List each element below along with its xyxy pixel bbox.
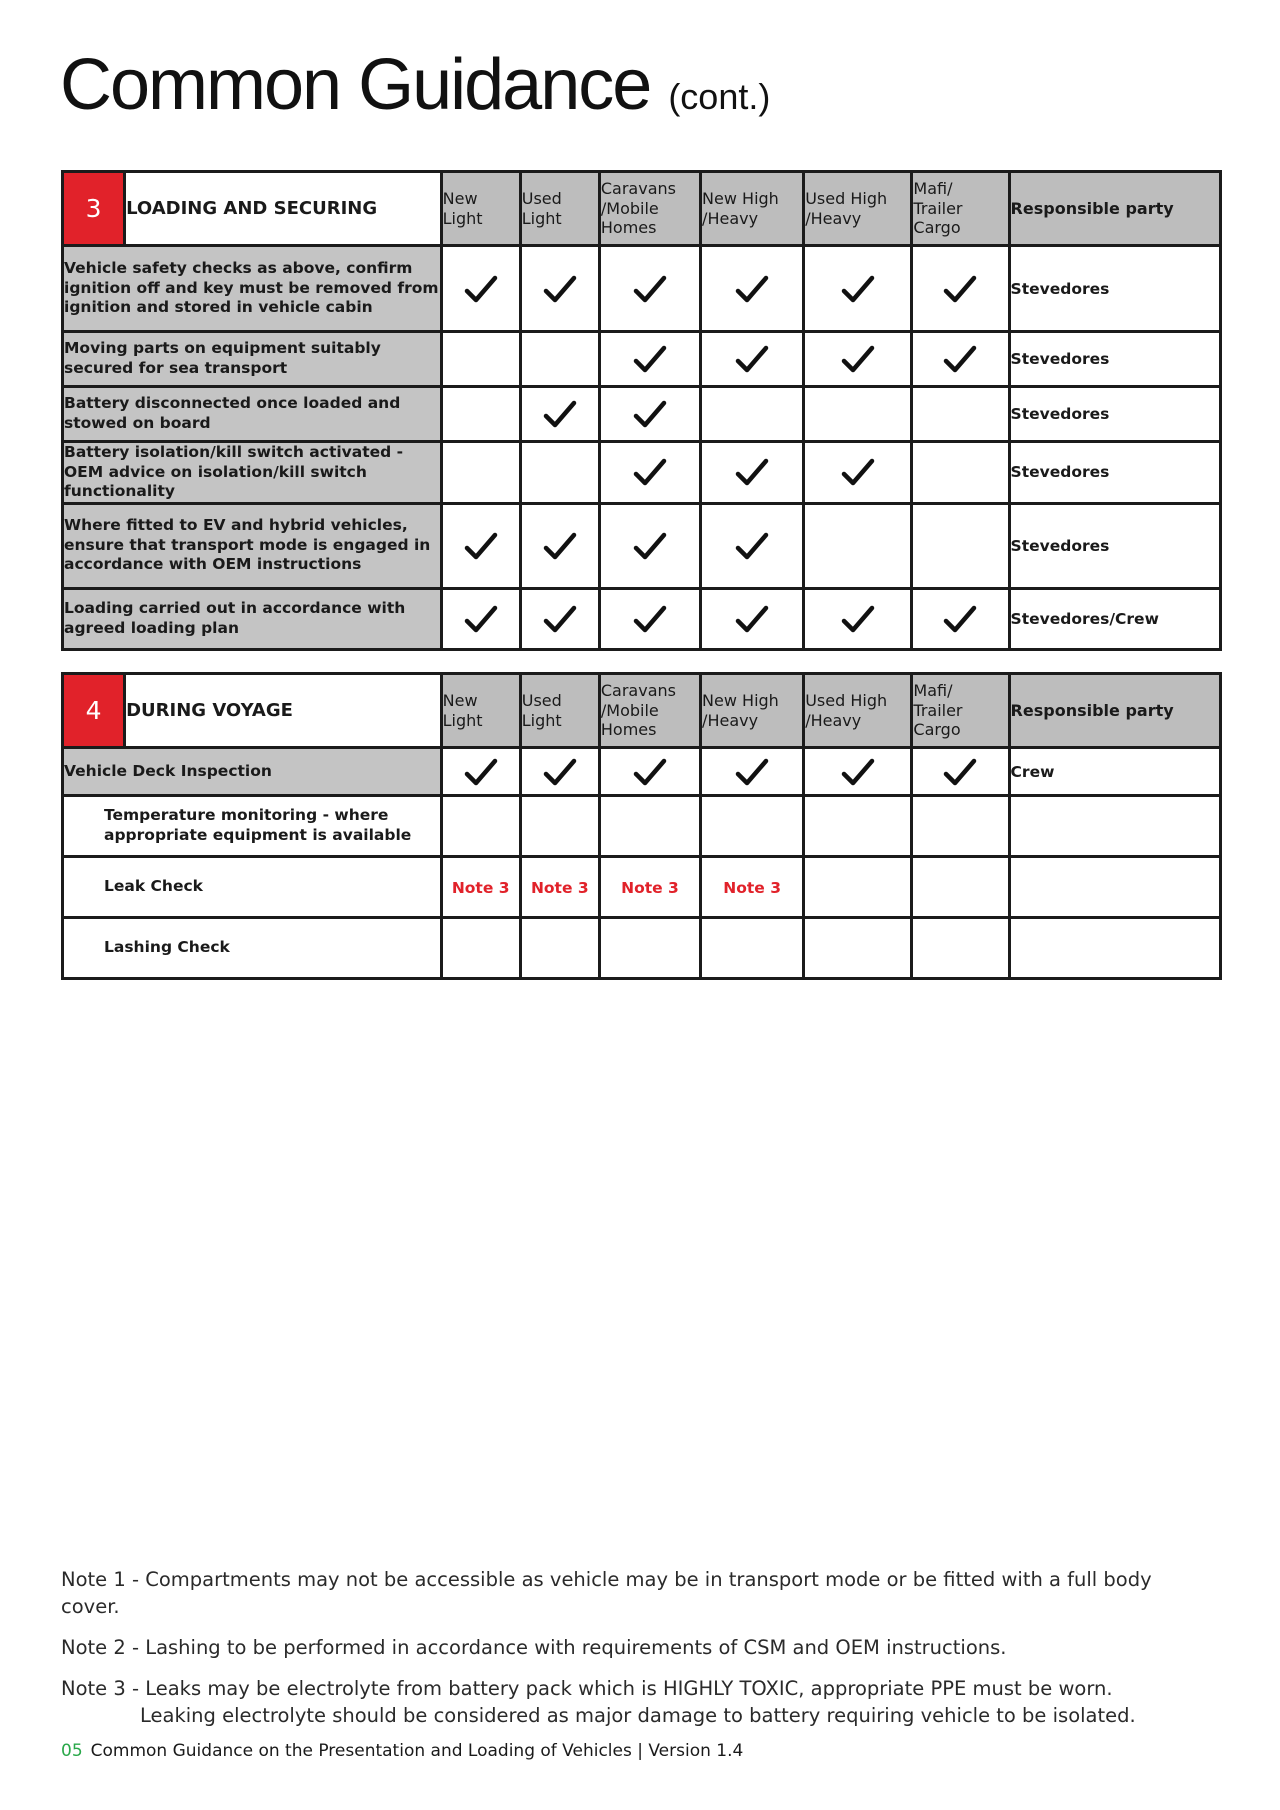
check-icon <box>543 531 577 561</box>
mark-cell <box>912 748 1009 796</box>
row-label: Vehicle Deck Inspection <box>63 748 442 796</box>
table-row <box>63 748 1221 796</box>
check-icon <box>841 757 875 787</box>
responsible-party <box>1009 796 1220 857</box>
column-header: New High /Heavy <box>701 674 804 748</box>
mark-cell <box>520 503 599 588</box>
mark-cell <box>599 246 700 332</box>
mark-cell <box>441 748 520 796</box>
column-header: Mafi/ Trailer Cargo <box>912 172 1009 246</box>
check-icon <box>841 344 875 374</box>
row-label: Battery disconnected once loaded and stowed on board <box>63 387 442 442</box>
column-header: Used High /Heavy <box>804 674 912 748</box>
check-icon <box>841 604 875 634</box>
responsible-party: Stevedores <box>1009 442 1220 504</box>
mark-cell <box>441 246 520 332</box>
footer-separator: | <box>637 1741 643 1761</box>
table-row <box>63 503 1221 588</box>
row-label: Lashing Check <box>63 918 442 979</box>
page-number: 05 <box>61 1741 83 1761</box>
check-icon <box>735 531 769 561</box>
mark-cell <box>520 387 599 442</box>
responsible-party <box>1009 857 1220 918</box>
row-label: Moving parts on equipment suitably secured for sea transport <box>63 332 442 387</box>
mark-cell <box>701 503 804 588</box>
row-label: Vehicle safety checks as above, confirm ignition off and key must be removed from ignition and stored in vehicle cabin <box>63 246 442 332</box>
responsible-party: Crew <box>1009 748 1220 796</box>
footer-version: Version 1.4 <box>648 1741 744 1761</box>
page-title-main: Common Guidance <box>60 45 651 125</box>
page-footer <box>61 1741 743 1761</box>
column-header: Used Light <box>520 674 599 748</box>
mark-cell <box>701 442 804 504</box>
check-icon <box>943 604 977 634</box>
mark-cell <box>520 796 599 857</box>
mark-cell <box>441 387 520 442</box>
footer-text: Common Guidance on the Presentation and Loading of Vehicles <box>90 1741 632 1761</box>
mark-cell <box>599 588 700 649</box>
loading-and-securing-table <box>61 170 1222 651</box>
mark-cell <box>804 857 912 918</box>
mark-cell <box>912 332 1009 387</box>
mark-cell <box>701 918 804 979</box>
mark-cell <box>520 857 599 918</box>
check-icon <box>633 274 667 304</box>
note-3: Note 3 - Leaks may be electrolyte from battery pack which is HIGHLY TOXIC, appropriate PPE must be worn. Leaking electrolyte should be considered as major damage to battery requiring vehicle to be isolated. <box>61 1676 1136 1727</box>
mark-cell <box>804 796 912 857</box>
mark-cell <box>520 332 599 387</box>
mark-cell <box>804 503 912 588</box>
check-icon <box>633 757 667 787</box>
mark-cell <box>441 588 520 649</box>
mark-cell <box>520 588 599 649</box>
check-icon <box>735 757 769 787</box>
mark-cell <box>912 918 1009 979</box>
responsible-party: Stevedores <box>1009 332 1220 387</box>
row-label: Leak Check <box>63 857 442 918</box>
mark-cell <box>441 918 520 979</box>
mark-cell <box>912 857 1009 918</box>
section-number: 3 <box>63 172 125 246</box>
check-icon <box>841 457 875 487</box>
responsible-party <box>1009 918 1220 979</box>
mark-cell <box>520 918 599 979</box>
check-icon <box>943 344 977 374</box>
check-icon <box>735 457 769 487</box>
note-1: Note 1 - Compartments may not be accessible as vehicle may be in transport mode or be fitted with a full body cover. <box>61 1568 1152 1618</box>
column-header: New Light <box>441 674 520 748</box>
page-title <box>60 44 770 126</box>
mark-cell <box>599 918 700 979</box>
table-row <box>63 387 1221 442</box>
mark-cell <box>599 442 700 504</box>
row-label: Loading carried out in accordance with agreed loading plan <box>63 588 442 649</box>
responsible-party-header: Responsible party <box>1009 172 1220 246</box>
check-icon <box>735 274 769 304</box>
table-row <box>63 918 1221 979</box>
check-icon <box>633 344 667 374</box>
mark-cell <box>599 503 700 588</box>
check-icon <box>943 274 977 304</box>
table-header-row <box>63 674 1221 748</box>
check-icon <box>633 531 667 561</box>
note-reference: Note 3 <box>451 878 510 897</box>
check-icon <box>543 399 577 429</box>
check-icon <box>633 399 667 429</box>
responsible-party: Stevedores <box>1009 503 1220 588</box>
table-row <box>63 442 1221 504</box>
mark-cell <box>701 387 804 442</box>
check-icon <box>633 457 667 487</box>
mark-cell <box>912 387 1009 442</box>
check-icon <box>543 604 577 634</box>
responsible-party: Stevedores <box>1009 246 1220 332</box>
mark-cell <box>701 748 804 796</box>
mark-cell <box>912 796 1009 857</box>
mark-cell <box>804 588 912 649</box>
responsible-party: Stevedores <box>1009 387 1220 442</box>
check-icon <box>841 274 875 304</box>
mark-cell <box>520 748 599 796</box>
column-header: Used High /Heavy <box>804 172 912 246</box>
responsible-party-header: Responsible party <box>1009 674 1220 748</box>
notes-section <box>61 1567 1181 1744</box>
mark-cell <box>701 332 804 387</box>
check-icon <box>735 344 769 374</box>
table-header-row <box>63 172 1221 246</box>
mark-cell <box>804 387 912 442</box>
mark-cell <box>804 246 912 332</box>
check-icon <box>464 531 498 561</box>
responsible-party: Stevedores/Crew <box>1009 588 1220 649</box>
mark-cell <box>912 442 1009 504</box>
mark-cell <box>599 332 700 387</box>
column-header: Caravans /Mobile Homes <box>599 674 700 748</box>
mark-cell <box>599 748 700 796</box>
column-header: Used Light <box>520 172 599 246</box>
mark-cell <box>804 332 912 387</box>
check-icon <box>464 604 498 634</box>
row-label: Where fitted to EV and hybrid vehicles, ensure that transport mode is engaged in accordance with OEM instructions <box>63 503 442 588</box>
note-reference: Note 3 <box>530 878 589 897</box>
row-label: Temperature monitoring - where appropriate equipment is available <box>63 796 442 857</box>
mark-cell <box>520 442 599 504</box>
mark-cell <box>912 588 1009 649</box>
column-header: New Light <box>441 172 520 246</box>
table-row <box>63 857 1221 918</box>
section-title: LOADING AND SECURING <box>125 172 442 246</box>
mark-cell <box>441 442 520 504</box>
mark-cell <box>441 857 520 918</box>
section-title: DURING VOYAGE <box>125 674 442 748</box>
column-header: Mafi/ Trailer Cargo <box>912 674 1009 748</box>
mark-cell <box>804 748 912 796</box>
mark-cell <box>804 442 912 504</box>
mark-cell <box>701 246 804 332</box>
table-row <box>63 332 1221 387</box>
row-label: Battery isolation/kill switch activated - OEM advice on isolation/kill switch functionality <box>63 442 442 504</box>
mark-cell <box>804 918 912 979</box>
mark-cell <box>701 588 804 649</box>
during-voyage-table <box>61 672 1222 980</box>
check-icon <box>543 757 577 787</box>
mark-cell <box>441 796 520 857</box>
mark-cell <box>520 246 599 332</box>
table-row <box>63 796 1221 857</box>
table-row <box>63 588 1221 649</box>
mark-cell <box>912 503 1009 588</box>
column-header: Caravans /Mobile Homes <box>599 172 700 246</box>
column-header: New High /Heavy <box>701 172 804 246</box>
mark-cell <box>441 503 520 588</box>
mark-cell <box>912 246 1009 332</box>
check-icon <box>633 604 667 634</box>
check-icon <box>943 757 977 787</box>
table-row <box>63 246 1221 332</box>
mark-cell <box>701 857 804 918</box>
check-icon <box>543 274 577 304</box>
note-reference: Note 3 <box>723 878 781 897</box>
page-title-suffix: (cont.) <box>668 76 771 117</box>
mark-cell <box>599 387 700 442</box>
section-number: 4 <box>63 674 125 748</box>
mark-cell <box>441 332 520 387</box>
check-icon <box>464 274 498 304</box>
mark-cell <box>599 857 700 918</box>
note-reference: Note 3 <box>621 878 679 897</box>
mark-cell <box>599 796 700 857</box>
mark-cell <box>701 796 804 857</box>
check-icon <box>735 604 769 634</box>
check-icon <box>464 757 498 787</box>
note-2: Note 2 - Lashing to be performed in accordance with requirements of CSM and OEM instructions. <box>61 1635 1007 1659</box>
